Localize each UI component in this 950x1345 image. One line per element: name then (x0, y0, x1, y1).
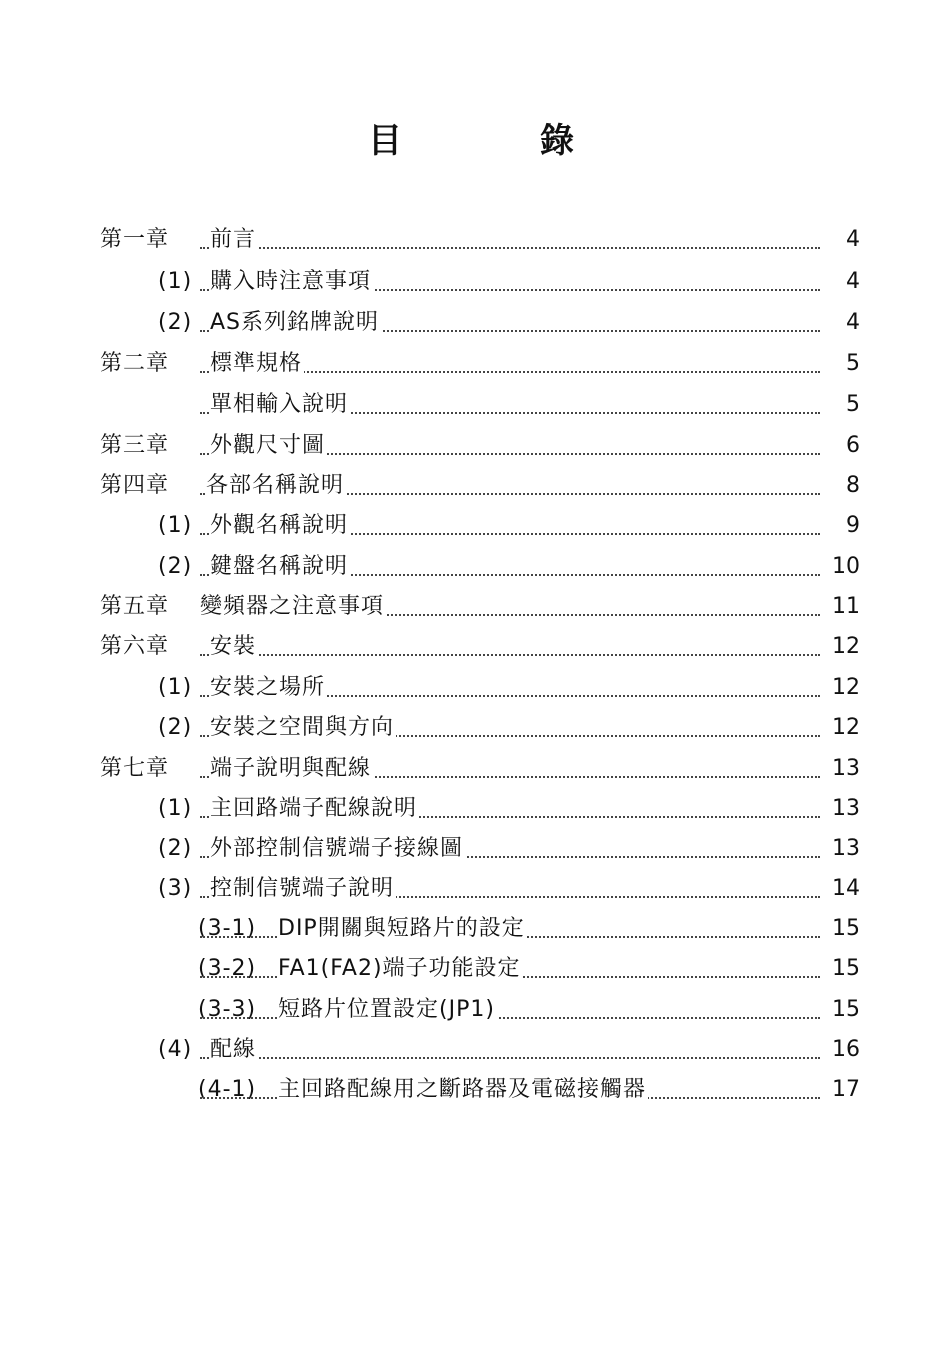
toc-entry-page: 15 (832, 997, 860, 1022)
toc-entry-number: (2) (158, 836, 193, 861)
toc-entry-page: 4 (846, 227, 860, 252)
toc-leader-dots (200, 654, 820, 656)
toc-entry[interactable] (0, 466, 950, 506)
toc-entry[interactable] (0, 749, 950, 789)
toc-entry[interactable] (0, 220, 950, 260)
toc-entry[interactable] (0, 627, 950, 667)
toc-entry[interactable] (0, 909, 950, 949)
toc-entry-number: (2) (158, 715, 193, 740)
toc-entry-number: (4) (158, 1037, 193, 1062)
toc-entry-page: 5 (846, 351, 860, 376)
toc-entry[interactable] (0, 789, 950, 829)
toc-entry[interactable] (0, 869, 950, 909)
toc-entry-number: (1) (158, 513, 193, 538)
toc-entry-number: (3-1) (198, 916, 257, 941)
toc-title-part1: 目 (368, 121, 402, 161)
toc-leader-dots (200, 1057, 820, 1059)
toc-entry-number: (3-3) (198, 997, 257, 1022)
toc-entry-number: (2) (158, 310, 193, 335)
toc-entry-label: 短路片位置設定(JP1) (278, 994, 497, 1026)
toc-entry[interactable] (0, 668, 950, 708)
toc-entry[interactable] (0, 1070, 950, 1110)
toc-entry-number: (1) (158, 796, 193, 821)
toc-entry[interactable] (0, 344, 950, 384)
toc-entry-page: 12 (832, 634, 860, 659)
toc-entry-page: 15 (832, 956, 860, 981)
toc-title (0, 118, 950, 168)
toc-entry-label: DIP開關與短路片的設定 (278, 913, 527, 945)
toc-entry-page: 4 (846, 310, 860, 335)
toc-title-part2: 錄 (540, 121, 574, 161)
toc-entry-page: 5 (846, 392, 860, 417)
toc-entry-label: 各部名稱說明 (206, 470, 346, 502)
toc-entry-page: 15 (832, 916, 860, 941)
toc-entry-label: FA1(FA2)端子功能設定 (278, 953, 523, 985)
toc-entry-page: 17 (832, 1077, 860, 1102)
toc-entry-label: 主回路配線用之斷路器及電磁接觸器 (278, 1074, 648, 1106)
toc-entry-number: (2) (158, 554, 193, 579)
toc-entry-page: 9 (846, 513, 860, 538)
toc-entry-label: 安裝之場所 (210, 672, 327, 704)
toc-entry-label: 標準規格 (210, 348, 304, 380)
toc-entry-page: 13 (832, 796, 860, 821)
toc-entry-label: 前言 (210, 224, 258, 256)
toc-entry-number: (1) (158, 269, 193, 294)
toc-entry-number: (3-2) (198, 956, 257, 981)
toc-entry-label: 配線 (210, 1034, 258, 1066)
toc-entry[interactable] (0, 829, 950, 869)
toc-entry-number: 第六章 (100, 634, 170, 659)
toc-entry-number: (3) (158, 876, 193, 901)
toc-entry-label: 安裝 (210, 631, 258, 663)
toc-entry[interactable] (0, 262, 950, 302)
toc-entry[interactable] (0, 990, 950, 1030)
toc-entry[interactable] (0, 426, 950, 466)
toc-entry-page: 6 (846, 433, 860, 458)
toc-entry-page: 10 (832, 554, 860, 579)
toc-entry-label: AS系列銘牌說明 (210, 307, 381, 339)
toc-entry[interactable] (0, 547, 950, 587)
toc-entry-page: 12 (832, 675, 860, 700)
toc-entry-label: 端子說明與配線 (210, 753, 373, 785)
toc-entry[interactable] (0, 303, 950, 343)
toc-entry-page: 13 (832, 836, 860, 861)
toc-entry-page: 8 (846, 473, 860, 498)
toc-entry-number: 第五章 (100, 594, 170, 619)
toc-entry-number: 第七章 (100, 756, 170, 781)
toc-entry-number: 第四章 (100, 473, 170, 498)
toc-leader-dots (200, 247, 820, 249)
toc-entry-label: 主回路端子配線說明 (210, 793, 419, 825)
toc-entry-number: 第三章 (100, 433, 170, 458)
toc-entry-number: 第二章 (100, 351, 170, 376)
toc-entry[interactable] (0, 385, 950, 425)
toc-entry[interactable] (0, 1030, 950, 1070)
toc-entry-page: 12 (832, 715, 860, 740)
toc-entry[interactable] (0, 506, 950, 546)
toc-entry-label: 安裝之空間與方向 (210, 712, 396, 744)
toc-entry-label: 外部控制信號端子接線圖 (210, 833, 465, 865)
toc-entry-label: 變頻器之注意事項 (200, 591, 386, 623)
toc-entry[interactable] (0, 949, 950, 989)
toc-entry-page: 14 (832, 876, 860, 901)
toc-entry[interactable] (0, 708, 950, 748)
toc-entry-number: 第一章 (100, 227, 170, 252)
toc-entry-number: (4-1) (198, 1077, 257, 1102)
toc-entry-page: 13 (832, 756, 860, 781)
toc-entry-label: 單相輸入說明 (210, 389, 350, 421)
toc-entry-label: 外觀名稱說明 (210, 510, 350, 542)
toc-entry-number: (1) (158, 675, 193, 700)
toc-entry[interactable] (0, 587, 950, 627)
toc-entry-page: 4 (846, 269, 860, 294)
toc-entry-page: 11 (832, 594, 860, 619)
toc-entry-label: 購入時注意事項 (210, 266, 373, 298)
toc-entry-label: 控制信號端子說明 (210, 873, 396, 905)
toc-entry-label: 外觀尺寸圖 (210, 430, 327, 462)
toc-entry-page: 16 (832, 1037, 860, 1062)
toc-entry-label: 鍵盤名稱說明 (210, 551, 350, 583)
